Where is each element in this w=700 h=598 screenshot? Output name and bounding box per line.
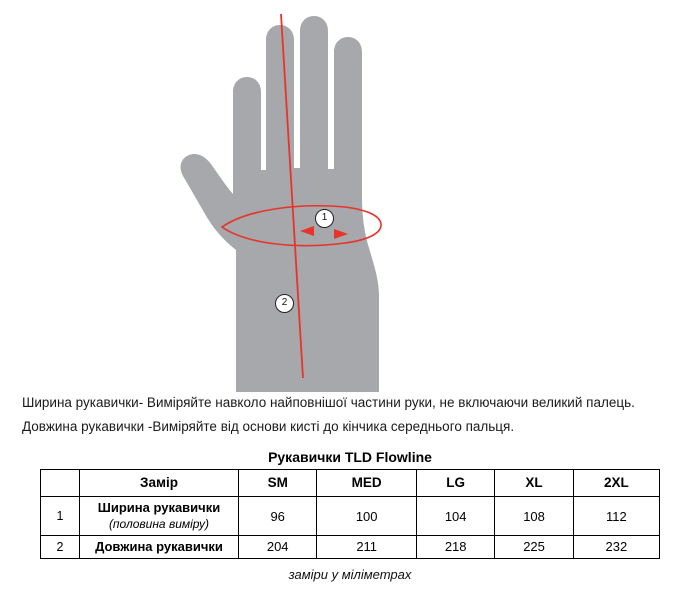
table-footnote: заміри у міліметрах xyxy=(288,566,412,582)
row-label xyxy=(80,497,239,535)
row-label-text: Довжина рукавички xyxy=(95,538,223,554)
header-xl: XL xyxy=(495,469,573,497)
cell-med: 211 xyxy=(317,535,417,558)
row-label xyxy=(80,535,239,558)
row-index: 1 xyxy=(41,497,80,535)
header-2xl: 2XL xyxy=(573,469,659,497)
instruction-width: Ширина рукавички- Виміряйте навколо найповнішої частини руки, не включаючи великий палець. xyxy=(22,395,635,410)
cell-sm: 96 xyxy=(239,497,317,535)
row-index: 2 xyxy=(41,535,80,558)
table-header-row xyxy=(41,469,660,497)
measurement-instructions xyxy=(22,392,678,439)
hand-shape xyxy=(181,16,379,392)
header-index xyxy=(41,469,80,497)
header-lg: LG xyxy=(416,469,494,497)
row-label-text: Ширина рукавички xyxy=(97,500,221,516)
header-med: MED xyxy=(317,469,417,497)
cell-xl: 108 xyxy=(495,497,573,535)
table-row xyxy=(41,497,660,535)
cell-lg: 218 xyxy=(416,535,494,558)
cell-2xl: 232 xyxy=(573,535,659,558)
header-measure: Замір xyxy=(80,469,239,497)
callout-marker-2: 2 xyxy=(275,294,294,313)
cell-lg: 104 xyxy=(416,497,494,535)
cell-xl: 225 xyxy=(495,535,573,558)
table-row xyxy=(41,535,660,558)
callout-marker-1: 1 xyxy=(315,209,334,228)
cell-med: 100 xyxy=(317,497,417,535)
cell-sm: 204 xyxy=(239,535,317,558)
instruction-length: Довжина рукавички -Виміряйте від основи кисті до кінчика середнього пальця. xyxy=(22,419,515,435)
header-sm: SM xyxy=(239,469,317,497)
row-sub-label: (половина виміру) xyxy=(108,516,210,531)
size-chart-table xyxy=(40,469,660,559)
table-title: Рукавички TLD Flowline xyxy=(268,448,432,465)
cell-2xl: 112 xyxy=(573,497,659,535)
